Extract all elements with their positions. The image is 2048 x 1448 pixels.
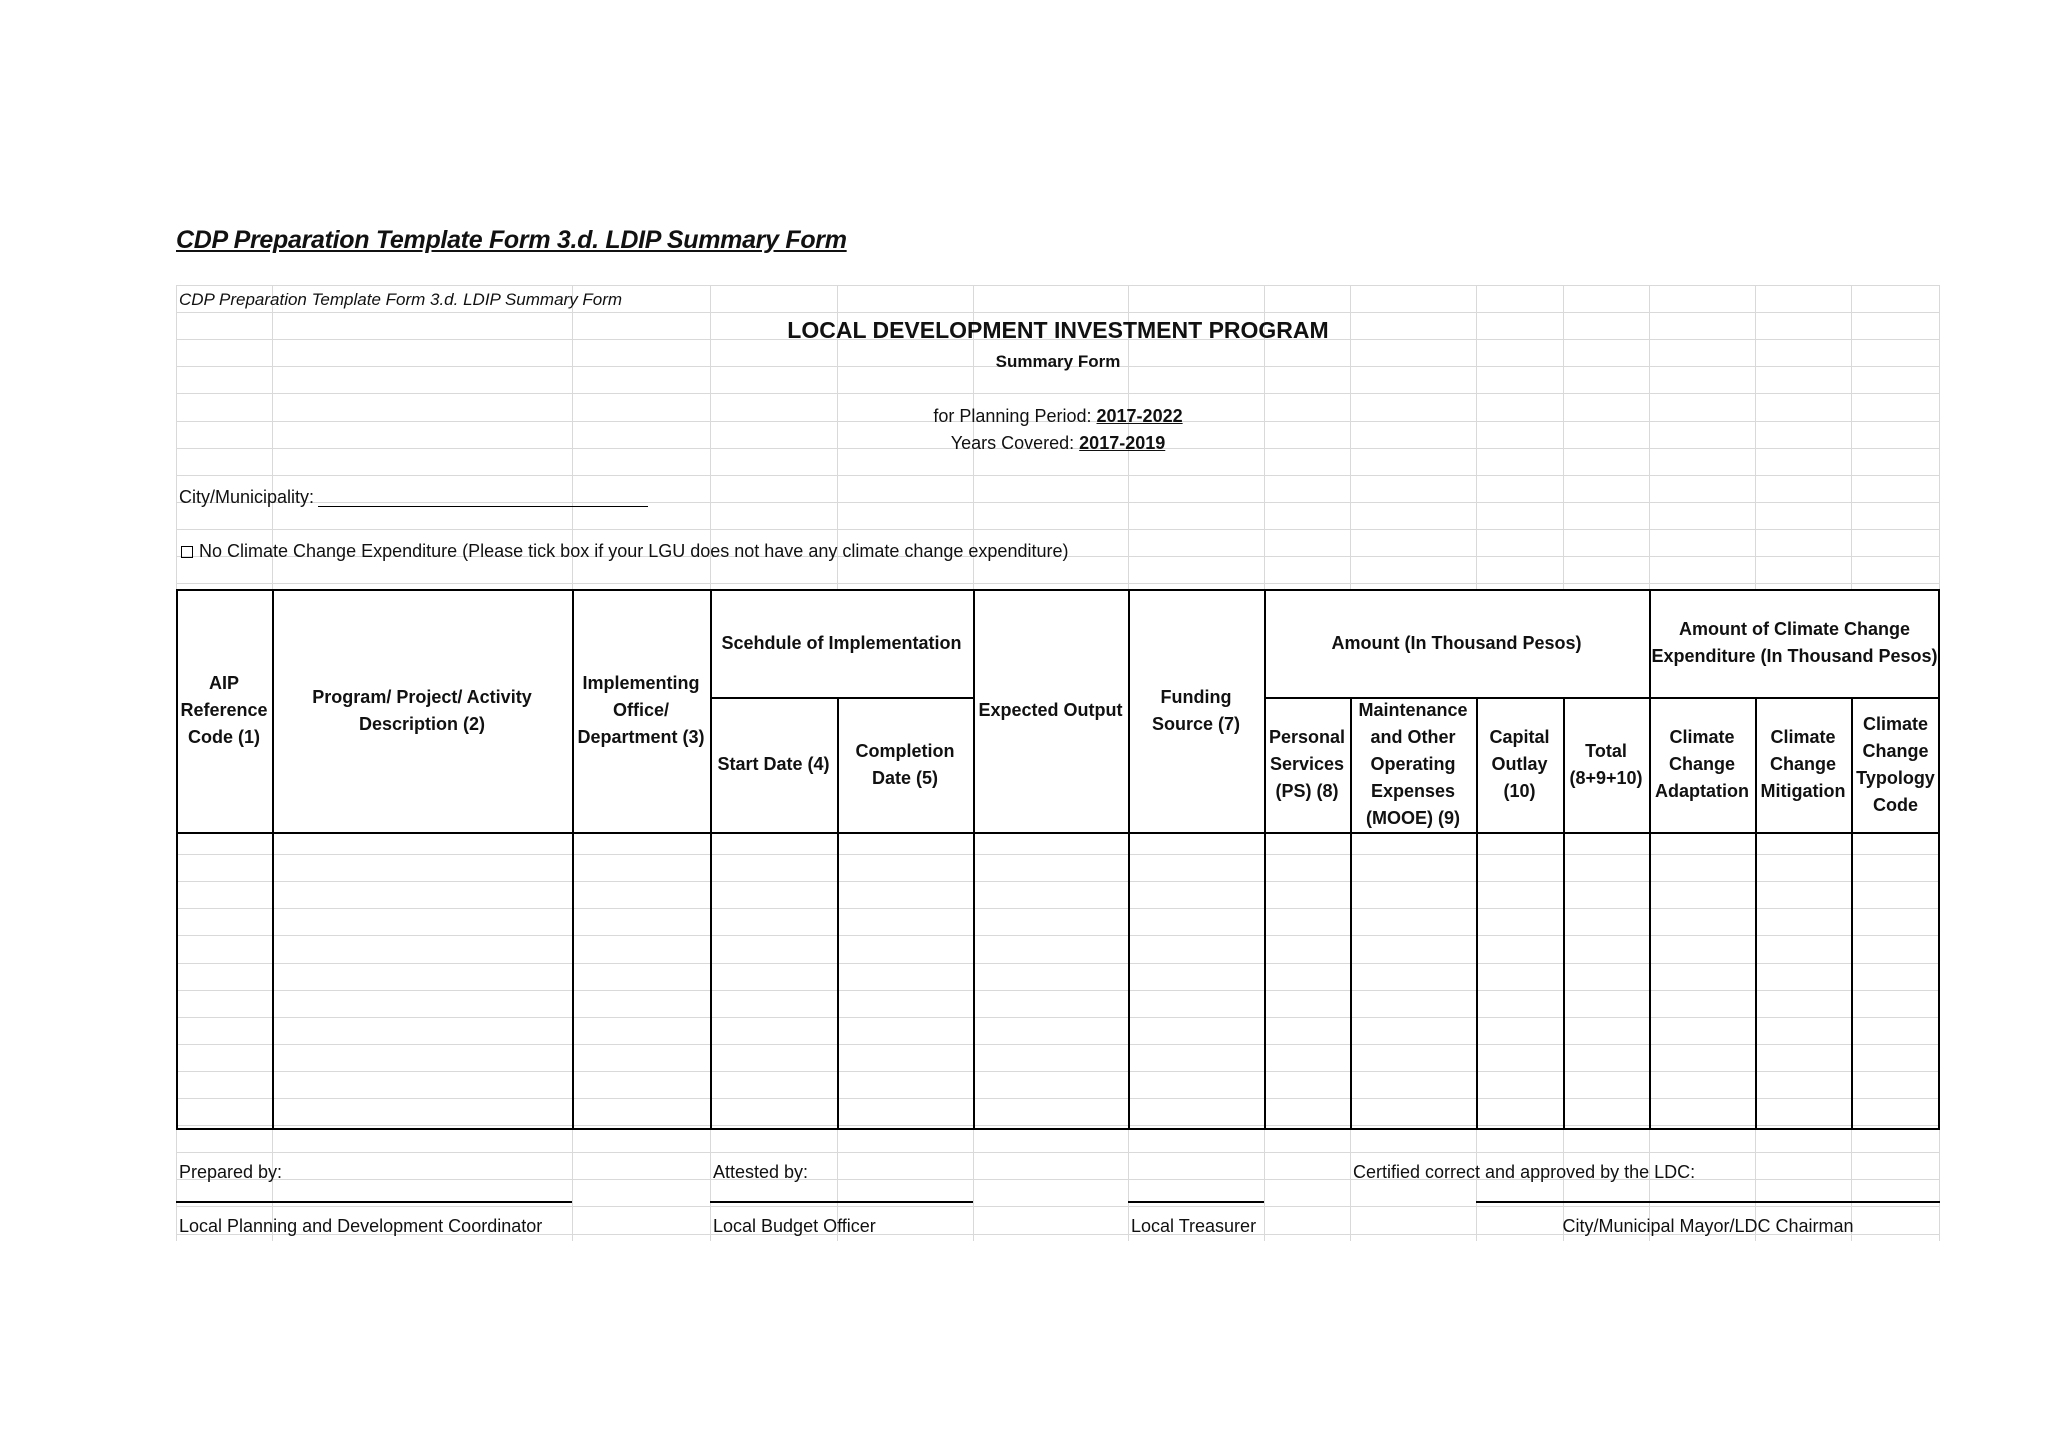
city-municipality-blank[interactable] — [318, 490, 648, 507]
signature-line — [1128, 1201, 1264, 1203]
grid-col-line — [1350, 1128, 1351, 1241]
header-implementing-office: Implementing Office/ Department (3) — [577, 673, 705, 747]
signature-line — [710, 1201, 973, 1203]
planning-period-label: for Planning Period: — [933, 406, 1092, 426]
header-mooe: Maintenance and Other Operating Expenses (MOOE) (9) — [1358, 700, 1468, 828]
header-expected-output: Expected Output — [978, 700, 1123, 720]
no-climate-change-label: No Climate Change Expenditure (Please tick box if your LGU does not have any climate change expenditure) — [199, 541, 1069, 561]
grid-row-line — [176, 583, 1940, 584]
grid-row-line — [176, 1098, 1940, 1099]
grid-row-line — [176, 1152, 1940, 1153]
header-funding-source: Funding Source (7) — [1151, 686, 1241, 734]
header-border-bottom — [176, 832, 1940, 834]
grid-row-line — [176, 881, 1940, 882]
signature-line — [1476, 1201, 1940, 1203]
signature-line — [176, 1201, 572, 1203]
grid-row-line — [176, 1071, 1940, 1072]
grid-row-line — [176, 1044, 1940, 1045]
grid-col-line — [176, 1128, 177, 1241]
header-climate-change-amount: Amount of Climate Change Expenditure (In Thousand Pesos) — [1651, 619, 1938, 666]
grid-row-line — [176, 529, 1940, 530]
header-program-description: Program/ Project/ Activity Description (2) — [312, 686, 532, 734]
header-start-date: Start Date (4) — [717, 754, 830, 774]
form-main-title: LOCAL DEVELOPMENT INVESTMENT PROGRAM — [787, 317, 1329, 343]
grid-col-line — [973, 1128, 974, 1241]
form-subtitle: CDP Preparation Template Form 3.d. LDIP Summary Form — [179, 290, 623, 309]
header-adaptation: Climate Change Adaptation — [1655, 727, 1749, 801]
no-climate-change-checkbox[interactable] — [181, 546, 193, 558]
attested-by-label: Attested by: — [713, 1162, 809, 1182]
header-completion-date: Completion Date (5) — [855, 740, 955, 788]
grid-row-line — [176, 475, 1940, 476]
header-capital-outlay: Capital Outlay (10) — [1489, 727, 1550, 801]
grid-col-line — [1128, 1128, 1129, 1241]
grid-row-line — [176, 854, 1940, 855]
grid-row-line — [176, 312, 1940, 313]
header-personal-services: Personal Services (PS) (8) — [1268, 727, 1346, 801]
grid-row-line — [176, 393, 1940, 394]
grid-col-line — [710, 1128, 711, 1241]
budget-officer-signatory: Local Budget Officer — [713, 1216, 876, 1236]
certified-label: Certified correct and approved by the LDC: — [1353, 1162, 1696, 1182]
planning-coordinator-signatory: Local Planning and Development Coordinator — [179, 1216, 543, 1236]
grid-row-line — [176, 1017, 1940, 1018]
summary-form-label: Summary Form — [995, 352, 1121, 371]
city-municipality-label: City/Municipality: — [179, 487, 315, 507]
no-climate-change-option[interactable] — [179, 540, 1068, 562]
mayor-signatory: City/Municipal Mayor/LDC Chairman — [1562, 1216, 1854, 1236]
page-title: CDP Preparation Template Form 3.d. LDIP Summary Form — [176, 226, 847, 254]
planning-period — [176, 405, 1940, 427]
grid-row-line — [176, 1206, 1940, 1207]
ldip-summary-form — [176, 285, 1940, 1241]
header-aip-reference-code: AIP Reference Code (1) — [180, 673, 268, 747]
grid-row-line — [176, 908, 1940, 909]
grid-col-line — [572, 1128, 573, 1241]
grid-col-line — [1264, 1128, 1265, 1241]
prepared-by-label: Prepared by: — [179, 1162, 283, 1182]
treasurer-signatory: Local Treasurer — [1131, 1216, 1257, 1236]
city-municipality-field[interactable] — [179, 486, 648, 508]
years-covered-label: Years Covered: — [950, 433, 1075, 453]
grid-row-line — [176, 285, 1940, 286]
grid-row-line — [176, 935, 1940, 936]
grid-row-line — [176, 1125, 1940, 1126]
header-schedule: Scehdule of Implementation — [721, 632, 962, 653]
grid-row-line — [176, 963, 1940, 964]
table-border-bottom — [176, 1128, 1940, 1130]
planning-period-value: 2017-2022 — [1096, 406, 1183, 426]
header-amount: Amount (In Thousand Pesos) — [1331, 632, 1582, 653]
years-covered-value: 2017-2019 — [1079, 433, 1166, 453]
years-covered — [176, 432, 1940, 454]
header-mitigation: Climate Change Mitigation — [1760, 727, 1846, 801]
header-typology-code: Climate Change Typology Code — [1856, 713, 1935, 815]
header-total: Total (8+9+10) — [1569, 740, 1643, 788]
grid-row-line — [176, 990, 1940, 991]
